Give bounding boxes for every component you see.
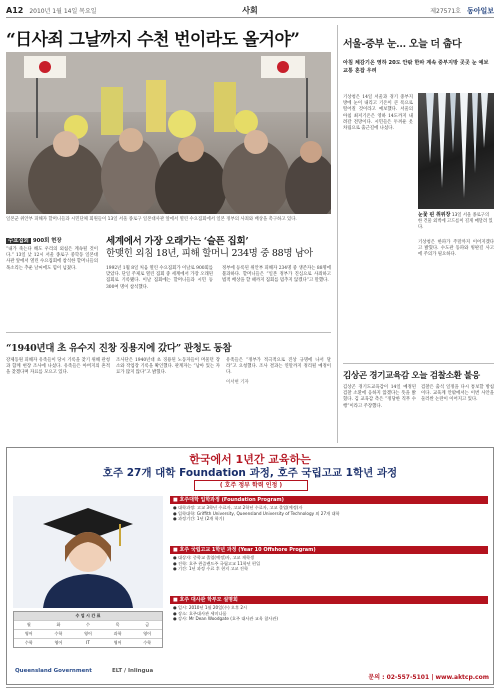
- second-article-column-3: 유족들은 “정부가 적극적으로 진상 규명에 나서 달라”고 요청했다. 조사 결과는 연말까지 정리될 예정이다. 이서현 기자: [226, 358, 331, 385]
- weather-article-column-2: 기상청은 한파가 주말까지 이어지겠다고 밝혔다. 수도관 동파와 빙판길 사고에 주의가 필요하다.: [418, 240, 494, 258]
- ad-badge: ( 호주 정부 학력 인정 ): [194, 480, 308, 491]
- graduate-image: [13, 496, 163, 608]
- section-title: 사회: [242, 6, 258, 15]
- page-bottom-rule: [6, 687, 494, 688]
- icicle-photo-caption: 눈꽃 핀 취위장 13일 서울 종로구의 한 건물 외벽에 고드름이 길게 매달려 있다.: [418, 212, 493, 230]
- issue-date: 2010년 1월 14일 목요일: [29, 8, 97, 15]
- foundation-panel: ■ 호주대학 입학과정 (Foundation Program) ● 대학과정: 고교 3학년 수료자, 고교 2학년 수료자, 고교 졸업(예정)자 ● 입학대학: Griffith University, Queensland University of Technology 외 27개 대학 ● 과정기간: 1년 (2개 학기): [170, 496, 488, 523]
- graduate-illustration: [13, 496, 163, 608]
- article-column-1: [6, 236, 98, 272]
- timetable: 수 업 시 간 표 월 화 수 목 금 영어 수학 영어 과학 영어 수학 영어 IT 영어 수학: [13, 611, 163, 648]
- year10-panel: ■ 호주 국립고교 1학년 과정 (Year 10 Offshore Program) ● 대상자: 중학교 졸업(예정)자, 고교 재학생 ● 진학: 호주 퀸즐랜드주 국립고교 11학년 편입 ● 기간: 1년 과정 수료 후 현지 고교 진학: [170, 546, 488, 573]
- table-row: 영어 수학 영어 과학 영어: [14, 629, 162, 638]
- ad-subtitle: 호주 27개 대학 Foundation 과정, 호주 국립고교 1학년 과정: [102, 467, 398, 479]
- newspaper-logo: 동아일보: [466, 5, 494, 15]
- contact-info[interactable]: 문의 : 02-557-5101 | www.aktcp.com: [368, 674, 489, 681]
- queensland-logo: Queensland Government: [15, 668, 92, 674]
- divider: [343, 363, 494, 364]
- education-article-column-2: 검찰은 출석 일정을 다시 통보할 방침이다. 교육계 안팎에서는 이번 사안을 둘러싼 논란이 이어지고 있다.: [421, 385, 494, 403]
- year10-details: ● 대상자: 중학교 졸업(예정)자, 고교 재학생 ● 진학: 호주 퀸즐랜드주 국립고교 11학년 편입 ● 기간: 1년 과정 수료 후 현지 고교 진학: [173, 555, 261, 572]
- subheadline: 세계에서 가장 오래가는 ‘슬픈 집회’ 한맺힌 외침 18년, 피해 할머니 234명 중 88명 남아: [106, 236, 313, 259]
- seminar-panel: ■ 호주 대사관 학부모 설명회 ● 일시: 2010년 1월 20일(수) 오후 2시 ● 장소: 호주대사관 세미나룸 ● 강사: Mr Dean Woodgate (호주 대사관 교육 참사관): [170, 596, 488, 623]
- foundation-details: ● 대학과정: 고교 3학년 수료자, 고교 2학년 수료자, 고교 졸업(예정)자 ● 입학대학: Griffith University, Queensland University of Technology 외 27개 대학 ● 과정기간: 1년 (2개 학기): [173, 505, 340, 522]
- weather-subheadline: 아침 체감기온 영하 20도 안팎 한파 계속 중부지방 곳곳 눈 예보 교통 혼잡 우려: [343, 60, 489, 74]
- advertisement: [6, 447, 494, 685]
- sponsor-logo: ELT / Inlingua: [112, 668, 154, 674]
- byline: 이서현 기자: [226, 379, 249, 385]
- edition-number: 제27571호: [430, 7, 461, 15]
- table-row: 수학 영어 IT 영어 수학: [14, 638, 162, 647]
- education-article-column-1: 김상곤 경기도교육감이 14일 예정된 검찰 소환에 응하지 않겠다는 뜻을 밝혔다. 김 교육감 측은 “정당한 직무 수행”이라고 주장했다.: [343, 385, 416, 409]
- icicle-photo: [418, 93, 494, 209]
- column-divider: [337, 25, 338, 443]
- weather-article-column-1: 기상청은 14일 서울과 경기 중부지방에 눈이 내리고 기온이 큰 폭으로 떨어질 것이라고 예보했다. 서울의 아침 최저기온은 영하 14도까지 내려갈 전망이다. 시민들은 두꺼운 옷차림으로 출근길에 나섰다.: [343, 95, 413, 132]
- article-column-2: 1992년 1월 8일 처음 열린 수요집회가 이날로 900회를 맞았다. 단일 주제로 열린 집회 중 세계에서 가장 오래된 집회로 기록됐다. 이날 집회에는 할머니들과 시민 등 300여 명이 참석했다.: [106, 266, 214, 290]
- icicle-image: [418, 93, 494, 209]
- seminar-details: ● 일시: 2010년 1월 20일(수) 오후 2시 ● 장소: 호주대사관 세미나룸 ● 강사: Mr Dean Woodgate (호주 대사관 교육 참사관): [173, 605, 278, 622]
- divider: [6, 332, 331, 333]
- photo-caption: 일본군 위안부 피해자 할머니들과 시민단체 회원들이 13일 서울 종로구 일본대사관 앞에서 열린 수요집회에서 일본 정부의 사죄와 배상을 촉구하고 있다.: [6, 217, 297, 222]
- second-article-column-1: 강제동원 피해자 유족들이 당시 기록을 찾기 위해 관청과 함께 현장 조사에 나섰다. 유족들은 아버지의 흔적을 찾겠다며 자료를 모으고 있다.: [6, 358, 110, 376]
- article-column-3: 정부에 등록된 위안부 피해자 234명 중 생존자는 88명에 불과하다. 할머니들은 “일본 정부가 진심으로 사죄하고 법적 배상을 할 때까지 집회를 멈추지 않겠다”고 말했다.: [222, 266, 331, 284]
- education-headline: 김상곤 경기교육감 오늘 검찰소환 불응: [343, 371, 480, 381]
- second-article-headline: “1940년대 초 유수지 진창 징용지에 갔다” 관청도 동참: [6, 343, 232, 354]
- body-text: “내가 죽는다 해도 우리의 외침은 계속될 것이다.” 13일 낮 12시 서울 종로구 중학동 일본대사관 앞에서 열린 수요집회에 참석한 할머니들의 목소리는 추운 날씨에도 힘이 넘쳤다.: [6, 247, 98, 271]
- second-article-column-2: 조사단은 1940년대 초 징용된 노동자들이 머물던 장소와 작업장 기록을 확인했다. 관계자는 “남아 있는 자료가 많지 않다”고 밝혔다.: [116, 358, 220, 376]
- main-headline: “日사죄 그날까지 수천 번이라도 올거야”: [6, 30, 300, 50]
- section-label: 수요집회 900회 현장: [8, 238, 62, 244]
- rally-photo: [6, 52, 331, 214]
- protest-crowd-image: [6, 52, 331, 214]
- table-row: 월 화 수 목 금: [14, 620, 162, 629]
- weather-headline: 서울-중부 눈… 오늘 더 춥다: [343, 39, 462, 50]
- ad-title: 한국에서 1년간 교육하는: [189, 453, 311, 466]
- masthead: [6, 4, 494, 18]
- page-number: A12: [6, 6, 24, 15]
